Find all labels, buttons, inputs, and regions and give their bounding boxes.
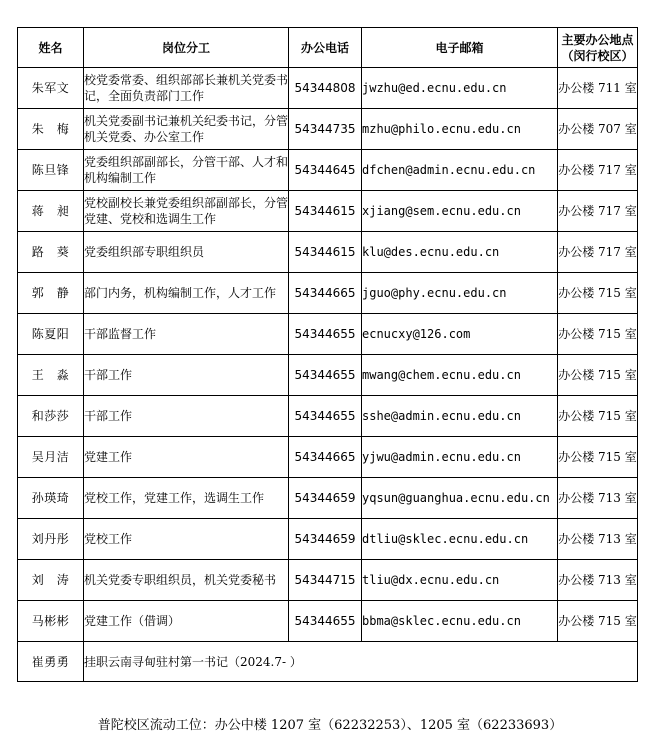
cell-email: mzhu@philo.ecnu.edu.cn (362, 109, 558, 150)
cell-name: 和莎莎 (18, 396, 84, 437)
cell-name: 崔勇勇 (18, 642, 84, 682)
cell-duty: 党校工作 (84, 519, 289, 560)
cell-phone: 54344659 (289, 478, 362, 519)
table-row (18, 396, 638, 437)
cell-duty: 干部工作 (84, 355, 289, 396)
table-row (18, 560, 638, 601)
header-office-line1: 主要办公地点 (561, 32, 634, 47)
cell-duty: 党建工作（借调） (84, 601, 289, 642)
cell-duty: 干部监督工作 (84, 314, 289, 355)
table-row (18, 273, 638, 314)
cell-name: 路 葵 (18, 232, 84, 273)
cell-phone: 54344665 (289, 273, 362, 314)
cell-email: bbma@sklec.ecnu.edu.cn (362, 601, 558, 642)
cell-phone: 54344655 (289, 355, 362, 396)
header-name: 姓名 (18, 28, 84, 68)
cell-phone: 54344615 (289, 232, 362, 273)
cell-name: 刘丹彤 (18, 519, 84, 560)
cell-note: 挂职云南寻甸驻村第一书记（2024.7- ） (84, 642, 638, 682)
table-row (18, 68, 638, 109)
cell-duty: 干部工作 (84, 396, 289, 437)
table-row (18, 109, 638, 150)
cell-office: 办公楼 711 室 (558, 68, 638, 109)
cell-email: ecnucxy@126.com (362, 314, 558, 355)
staff-directory-table (17, 27, 638, 682)
cell-duty: 部门内务，机构编制工作，人才工作 (84, 273, 289, 314)
cell-name: 刘 涛 (18, 560, 84, 601)
cell-name: 马彬彬 (18, 601, 84, 642)
table-row (18, 519, 638, 560)
cell-duty: 党建工作 (84, 437, 289, 478)
header-office-line2: （闵行校区） (561, 48, 634, 63)
table-row-last (18, 642, 638, 682)
table-row (18, 314, 638, 355)
cell-phone: 54344665 (289, 437, 362, 478)
footer-note: 普陀校区流动工位：办公中楼 1207 室（62232253）、1205 室（62233693） (97, 718, 563, 733)
cell-name: 王 淼 (18, 355, 84, 396)
cell-duty: 机关党委专职组织员，机关党委秘书 (84, 560, 289, 601)
cell-phone: 54344655 (289, 396, 362, 437)
cell-office: 办公楼 707 室 (558, 109, 638, 150)
cell-email: jguo@phy.ecnu.edu.cn (362, 273, 558, 314)
table-row (18, 150, 638, 191)
cell-name: 郭 静 (18, 273, 84, 314)
cell-duty: 党校副校长兼党委组织部副部长，分管党建、党校和选调生工作 (84, 191, 289, 232)
cell-phone: 54344615 (289, 191, 362, 232)
cell-email: jwzhu@ed.ecnu.edu.cn (362, 68, 558, 109)
header-phone: 办公电话 (289, 28, 362, 68)
cell-office: 办公楼 713 室 (558, 478, 638, 519)
table-row (18, 191, 638, 232)
table-row (18, 601, 638, 642)
header-email: 电子邮箱 (362, 28, 558, 68)
cell-name: 陈旦锋 (18, 150, 84, 191)
cell-duty: 校党委常委、组织部部长兼机关党委书记，全面负责部门工作 (84, 68, 289, 109)
cell-email: xjiang@sem.ecnu.edu.cn (362, 191, 558, 232)
cell-email: mwang@chem.ecnu.edu.cn (362, 355, 558, 396)
cell-office: 办公楼 715 室 (558, 273, 638, 314)
table-row (18, 355, 638, 396)
cell-name: 朱军文 (18, 68, 84, 109)
cell-phone: 54344655 (289, 314, 362, 355)
cell-email: yqsun@guanghua.ecnu.edu.cn (362, 478, 558, 519)
cell-name: 朱 梅 (18, 109, 84, 150)
cell-office: 办公楼 713 室 (558, 519, 638, 560)
cell-phone: 54344715 (289, 560, 362, 601)
cell-office: 办公楼 717 室 (558, 191, 638, 232)
cell-office: 办公楼 713 室 (558, 560, 638, 601)
cell-duty: 党校工作，党建工作，选调生工作 (84, 478, 289, 519)
cell-duty: 党委组织部副部长，分管干部、人才和机构编制工作 (84, 150, 289, 191)
cell-email: yjwu@admin.ecnu.edu.cn (362, 437, 558, 478)
cell-email: sshe@admin.ecnu.edu.cn (362, 396, 558, 437)
cell-office: 办公楼 715 室 (558, 355, 638, 396)
cell-office: 办公楼 715 室 (558, 314, 638, 355)
table-body (18, 68, 638, 682)
cell-name: 陈夏阳 (18, 314, 84, 355)
cell-phone: 54344659 (289, 519, 362, 560)
cell-email: klu@des.ecnu.edu.cn (362, 232, 558, 273)
cell-name: 蒋 昶 (18, 191, 84, 232)
cell-phone: 54344645 (289, 150, 362, 191)
header-duty: 岗位分工 (84, 28, 289, 68)
table-row (18, 437, 638, 478)
cell-phone: 54344808 (289, 68, 362, 109)
cell-office: 办公楼 715 室 (558, 396, 638, 437)
header-office (558, 28, 638, 68)
table-header-row (18, 28, 638, 68)
table-row (18, 478, 638, 519)
cell-name: 吴月洁 (18, 437, 84, 478)
cell-office: 办公楼 717 室 (558, 232, 638, 273)
cell-email: tliu@dx.ecnu.edu.cn (362, 560, 558, 601)
cell-duty: 机关党委副书记兼机关纪委书记，分管机关党委、办公室工作 (84, 109, 289, 150)
cell-office: 办公楼 715 室 (558, 437, 638, 478)
cell-email: dfchen@admin.ecnu.edu.cn (362, 150, 558, 191)
cell-office: 办公楼 717 室 (558, 150, 638, 191)
cell-email: dtliu@sklec.ecnu.edu.cn (362, 519, 558, 560)
cell-phone: 54344655 (289, 601, 362, 642)
table-row (18, 232, 638, 273)
cell-phone: 54344735 (289, 109, 362, 150)
cell-office: 办公楼 715 室 (558, 601, 638, 642)
cell-duty: 党委组织部专职组织员 (84, 232, 289, 273)
cell-name: 孙瑛琦 (18, 478, 84, 519)
